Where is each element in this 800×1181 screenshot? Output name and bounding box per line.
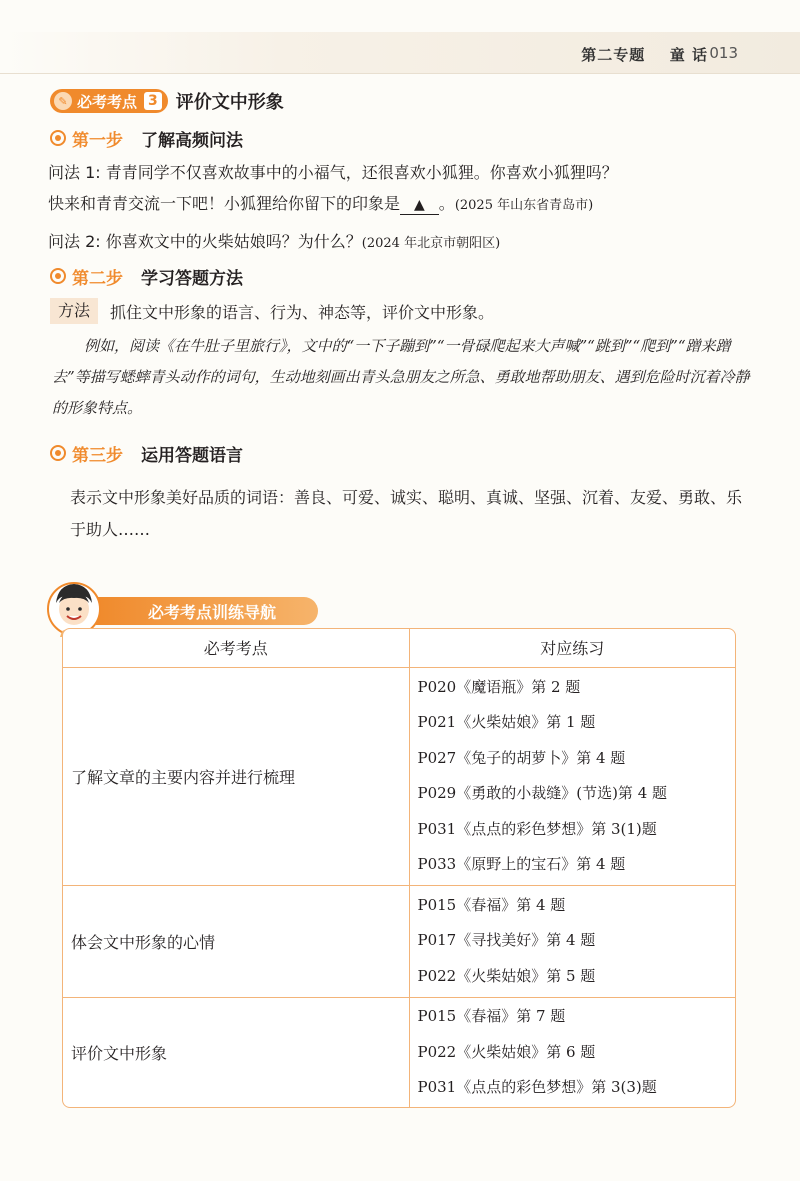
step-1-label: 第一步 [72, 130, 123, 151]
section-badge [50, 89, 168, 113]
table-row [63, 667, 735, 885]
exercise-item: P022《火柴姑娘》第 5 题 [417, 966, 596, 985]
exercise-item: P017《寻找美好》第 4 题 [417, 931, 596, 950]
method-tag: 方法 [50, 298, 98, 324]
example-paragraph: 例如，阅读《在牛肚子里旅行》，文中的“一下子蹦到”“一骨碌爬起来大声喊”“跳到”“爬到”“蹭来蹭去”等描写蟋蟀青头动作的词句，生动地刻画出青头急朋友之所急、勇敢地帮助朋友、遇到危险时沉着冷静的形象特点。 [52, 337, 750, 417]
point-cell: 了解文章的主要内容并进行梳理 [63, 667, 409, 885]
badge-label: 必考考点 [77, 92, 138, 111]
question-2-text: 你喜欢文中的火柴姑娘吗？为什么？ [105, 232, 362, 251]
step-1-title: 了解高频问法 [141, 130, 243, 151]
exercise-item: P020《魔语瓶》第 2 题 [417, 677, 581, 696]
question-1-source: (2025 年山东省青岛市) [454, 198, 594, 213]
step-3-title: 运用答题语言 [141, 445, 243, 466]
step-3-label: 第三步 [72, 445, 123, 466]
page-header [581, 44, 708, 65]
column-header: 对应练习 [409, 629, 735, 667]
question-1-text-a: 青青同学不仅喜欢故事中的小福气，还很喜欢小狐狸。你喜欢小狐狸吗？ [105, 163, 618, 182]
column-header: 必考考点 [63, 629, 409, 667]
chapter-label: 第二专题 [581, 46, 646, 64]
question-1-label: 问法 1: [48, 163, 101, 182]
exercise-item: P029《勇敢的小裁缝》(节选)第 4 题 [417, 784, 668, 802]
section-title: 评价文中形象 [175, 92, 284, 113]
pencil-icon: ✎ [54, 92, 72, 110]
question-1-end: 。 [438, 194, 455, 213]
topic-label: 童 话 [669, 46, 708, 64]
target-icon [50, 268, 66, 284]
exercise-cell [409, 667, 735, 885]
table-row [63, 997, 735, 1107]
point-cell: 评价文中形象 [63, 997, 409, 1107]
training-table [62, 628, 736, 1108]
exercise-item: P015《春福》第 7 题 [417, 1007, 566, 1025]
step-3-heading [50, 440, 243, 466]
target-icon [50, 445, 66, 461]
question-2-label: 问法 2: [48, 232, 101, 251]
answer-blank: ▲ [400, 196, 439, 215]
exercise-item: P021《火柴姑娘》第 1 题 [417, 713, 596, 731]
exercise-cell [409, 997, 735, 1107]
exercise-item: P033《原野上的宝石》第 4 题 [417, 855, 626, 873]
page-number: 013 [709, 44, 738, 62]
nav-title-pill [96, 597, 318, 625]
step-1-heading [50, 125, 243, 151]
exercise-cell [409, 885, 735, 997]
point-cell: 体会文中形象的心情 [63, 885, 409, 997]
exercise-item: P027《兔子的胡萝卜》第 4 题 [417, 748, 626, 767]
step-2-title: 学习答题方法 [141, 268, 243, 289]
exercise-item: P022《火柴姑娘》第 6 题 [417, 1042, 596, 1061]
section-heading [50, 88, 284, 114]
target-icon [50, 130, 66, 146]
exercise-item: P015《春福》第 4 题 [417, 895, 566, 914]
question-2 [48, 226, 753, 259]
table-row [63, 885, 735, 997]
header-divider [0, 73, 800, 74]
badge-number: 3 [144, 92, 162, 110]
table-header-row [63, 629, 735, 667]
vocabulary-paragraph: 表示文中形象美好品质的词语：善良、可爱、诚实、聪明、真诚、坚强、沉着、友爱、勇敢、乐于助人…… [70, 488, 743, 539]
question-1 [48, 157, 753, 221]
step-2-label: 第二步 [72, 268, 123, 289]
exercise-table [63, 629, 735, 1107]
nav-title: 必考考点训练导航 [148, 602, 277, 622]
step-2-heading [50, 263, 243, 289]
exercise-item: P031《点点的彩色梦想》第 3(1)题 [417, 819, 657, 838]
question-2-source: (2024 年北京市朝阳区) [361, 236, 501, 251]
method-text: 抓住文中形象的语言、行为、神态等，评价文中形象。 [110, 303, 495, 322]
question-1-text-b: 快来和青青交流一下吧！小狐狸给你留下的印象是 [48, 194, 401, 213]
exercise-item: P031《点点的彩色梦想》第 3(3)题 [417, 1078, 657, 1096]
